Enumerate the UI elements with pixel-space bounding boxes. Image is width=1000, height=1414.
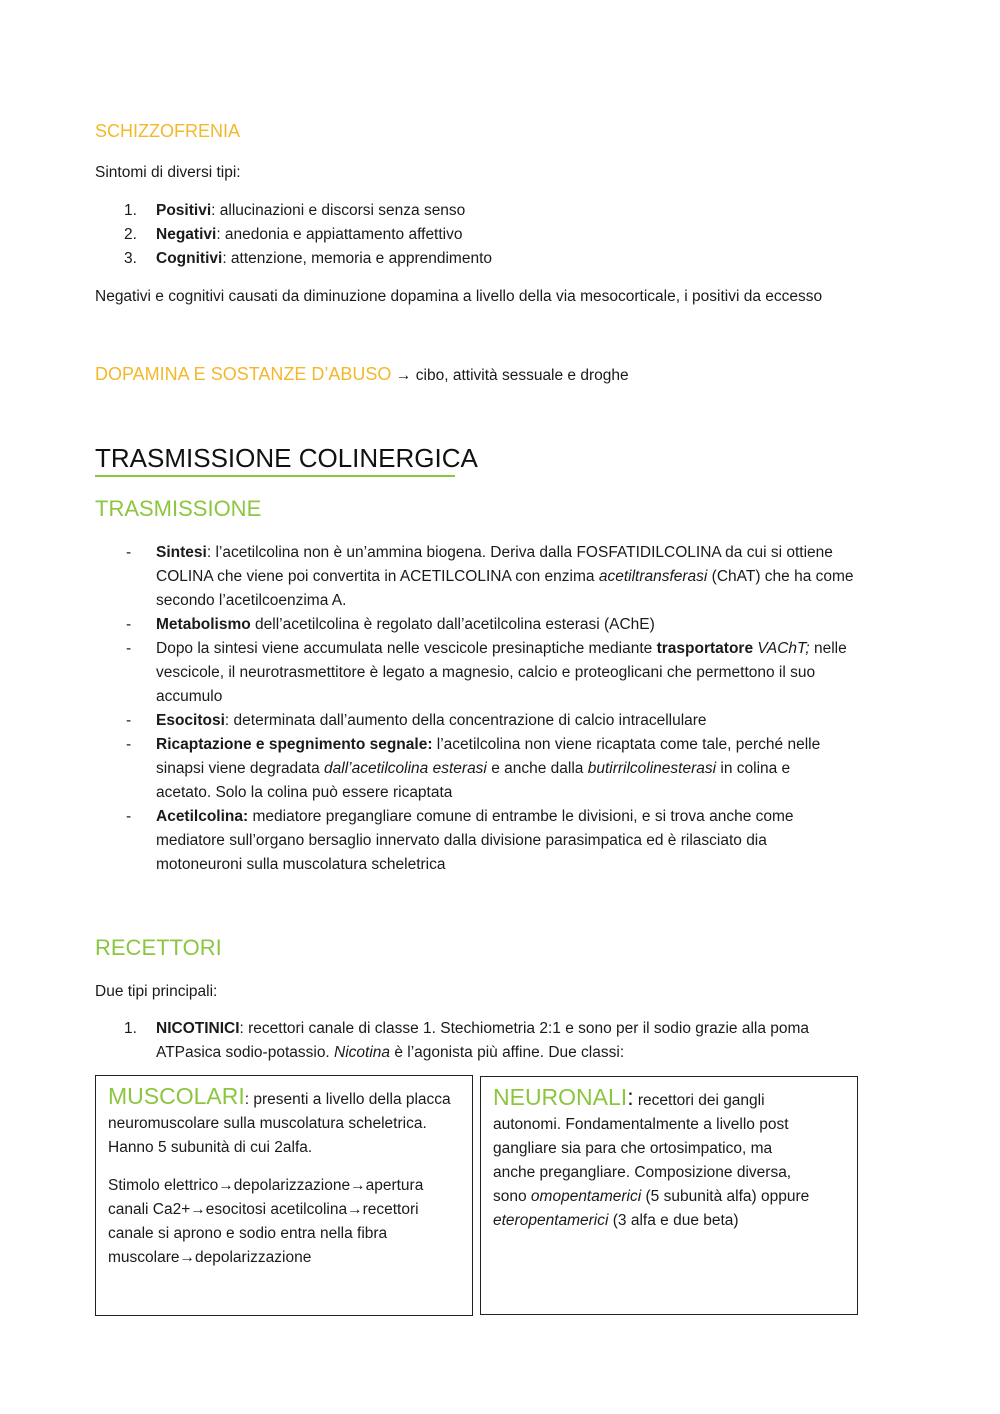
section-title-recettori: RECETTORI [95,935,222,960]
box-title-muscolari: MUSCOLARI [108,1083,245,1109]
list-item: - Acetilcolina: mediatore pregangliare comune di entrambe le divisioni, e si trova anche come mediatore sull’organo bersaglio innervato dalla divisione parasimpatica ed è rilasciato dia motoneuroni sulla muscolatura scheletrica [126,808,794,873]
recettori-intro: Due tipi principali: [95,983,218,1000]
schizo-intro: Sintomi di diversi tipi: [95,164,241,181]
arrow-icon: → [395,367,412,384]
section-title-trasmissione: TRASMISSIONE [95,496,262,521]
muscolari-process: Stimolo elettrico→depolarizzazione→apertura canali Ca2+→esocitosi acetilcolina→recettori canale si aprono e sodio entra nella fibra muscolare→depolarizzazione [108,1177,424,1266]
list-item: - Sintesi: l’acetilcolina non è un’ammina biogena. Deriva dalla FOSFATIDILCOLINA da cui si ottiene COLINA che viene poi convertita in ACETILCOLINA con enzima acetiltransferasi (ChAT) che ha come secondo l’acetilcoenzima A. [126,544,854,609]
recettori-list [124,1017,946,1065]
page-title: TRASMISSIONE COLINERGICA [95,443,478,473]
muscolari-box: MUSCOLARI: presenti a livello della placca neuromuscolare sulla muscolatura scheletrica. Hanno 5 subunità di cui 2alfa. Stimolo elettrico→depolarizzazione→apertura canali Ca2+→esocitosi acetilcolina→recettori canale si aprono e sodio entra nella fibra muscolare→depolarizzazione [95,1075,473,1316]
list-item: 2. Negativi: anedonia e appiattamento affettivo [124,226,463,243]
title-underline [95,475,455,477]
list-item: 3. Cognitivi: attenzione, memoria e apprendimento [124,250,492,267]
list-item: - Esocitosi: determinata dall’aumento della concentrazione di calcio intracellulare [126,712,707,729]
section-title-dopamina: DOPAMINA E SOSTANZE D’ABUSO [95,364,392,384]
list-item: - Metabolismo dell’acetilcolina è regolato dall’acetilcolina esterasi (AChE) [126,616,655,633]
box-title-neuronali: NEURONALI [493,1084,628,1110]
section-title-schizofrenia: SCHIZZOFRENIA [95,121,241,141]
list-item: 1. NICOTINICI: recettori canale di classe 1. Stechiometria 2:1 e sono per il sodio grazie alla poma ATPasica sodio-potassio. Nicotina è l’agonista più affine. Due classi: [124,1020,810,1061]
list-item: - Ricaptazione e spegnimento segnale: l’acetilcolina non viene ricaptata come tale, perché nelle sinapsi viene degradata dall’acetilcolina esterasi e anche dalla butirrilcolinesterasi in colina e acetato. Solo la colina può essere ricaptata [126,736,821,801]
schizo-list [124,199,936,271]
neuronali-box: NEURONALI: recettori dei gangli autonomi. Fondamentalmente a livello post gangliare sia para che ortosimpatico, ma anche pregangliare. Composizione diversa, sono omopentamerici (5 subunità alfa) oppure eteropentamerici (3 alfa e due beta) [480,1076,858,1315]
trasmissione-list [126,541,946,877]
list-item: 1. Positivi: allucinazioni e discorsi senza senso [124,202,466,219]
list-item: - Dopo la sintesi viene accumulata nelle vescicole presinaptiche mediante trasportatore VAChT; nelle vescicole, il neurotrasmettitore è legato a magnesio, calcio e proteoglicani che permettono il suo accumulo [126,640,847,705]
schizo-note: Negativi e cognitivi causati da diminuzione dopamina a livello della via mesocorticale, i positivi da eccesso [95,288,823,305]
dopamina-line: DOPAMINA E SOSTANZE D’ABUSO → cibo, attività sessuale e droghe [95,364,629,384]
